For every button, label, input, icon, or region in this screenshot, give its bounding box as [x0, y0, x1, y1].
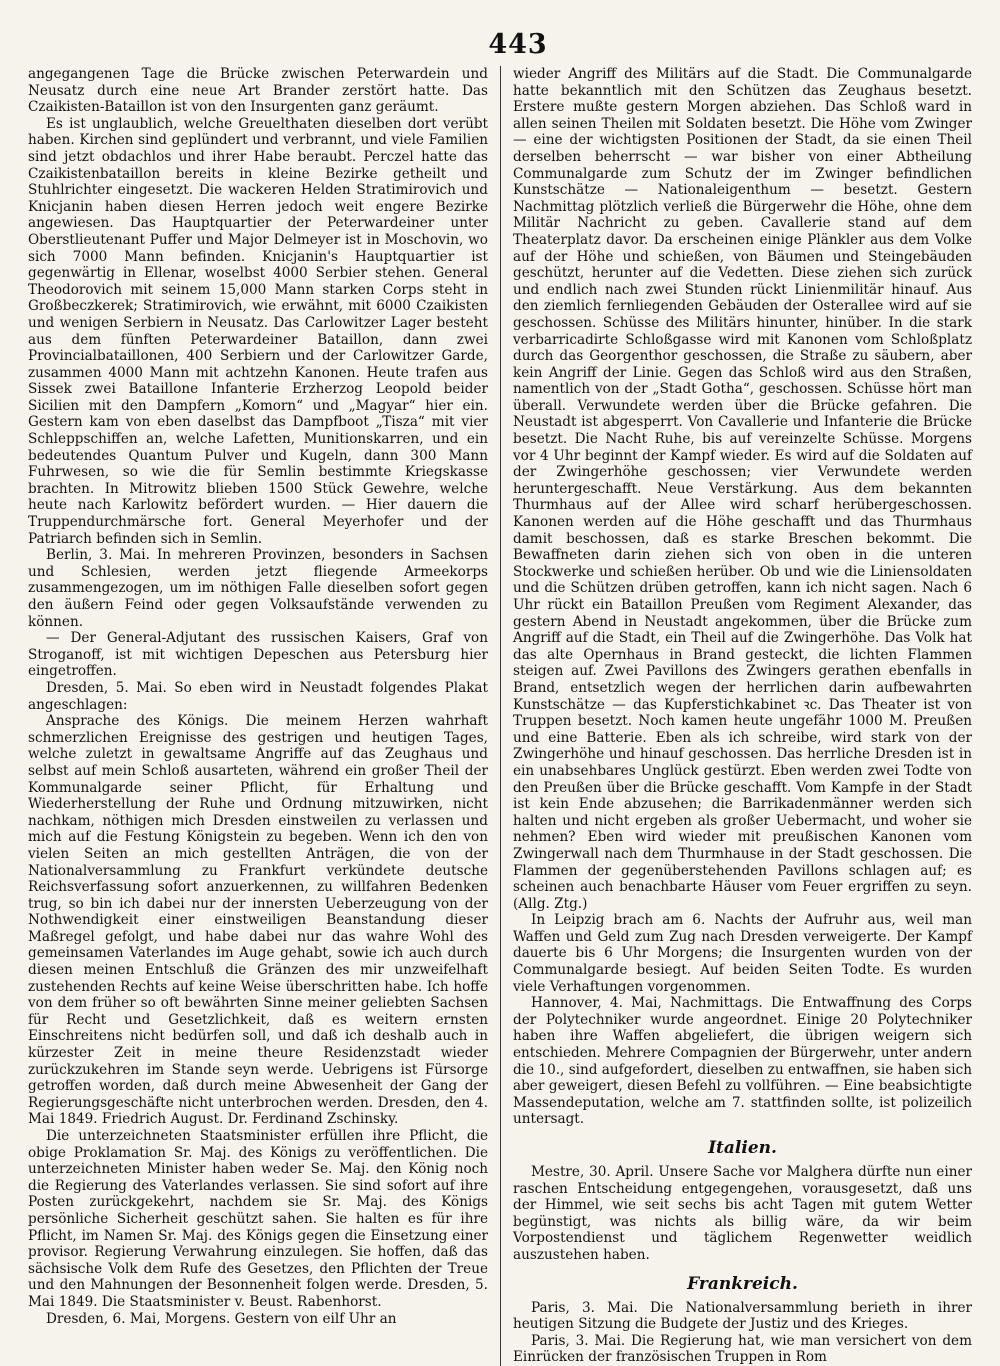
section-frankreich-body [513, 1300, 972, 1366]
section-heading-italien: Italien. [708, 1138, 777, 1158]
paragraph: Dresden, 5. Mai. So eben wird in Neustadt folgendes Plakat angeschlagen: [28, 679, 488, 713]
paragraph: wieder Angriff des Militärs auf die Stadt. Die Communalgarde hatte bekanntlich mit den Schützen das Zeughaus besetzt. Erstere mußte gestern Morgen abziehen. Das Schloß ward in allen seinen Theilen mit Soldaten besetzt. Die Höhe vom Zwinger — eine der wichtigsten Positionen der Stadt, da sie einen Theil derselben beherrscht — war bisher von einer Abtheilung Communalgarde zum Schutz der im Zwinger befindlichen Kunstschätze — Nationaleigenthum — besetzt. Gestern Nachmittag plötzlich verließ die Bürgerwehr die Höhe, ohne dem Militär Nachricht zu geben. Cavallerie stand auf dem Theaterplatz davor. Da erscheinen einige Plänkler aus dem Volke auf der Höhe und schießen, von Bäumen und Steingebäuden geschützt, herunter auf die Vedetten. Diese ziehen sich zurück und endlich nach zwei Stunden rückt Linienmilitär hinauf. Aus den ziemlich fernliegenden Gebäuden der Osterallee wird auf sie geschossen. Schüsse des Militärs hinunter, hinüber. In die stark verbarricadirte Schloßgasse wird mit Kanonen vom Schloßplatz durch das Georgenthor geschossen, die Straße zu säubern, aber kein Angriff der Linie. Gegen das Schloß wird aus den Straßen, namentlich von der „Stadt Gotha“, geschossen. Schüsse hört man überall. Verwundete werden über die Brücke gefahren. Die Neustadt ist abgesperrt. Von Cavallerie und Infanterie die Brücke besetzt. Die Nacht Ruhe, bis auf vereinzelte Schüsse. Morgens vor 4 Uhr beginnt der Kampf wieder. Es wird auf die Soldaten auf der Zwingerhöhe geschossen; vier Verwundete werden heruntergeschafft. Neue Verstärkung. Aus dem bekannten Thurmhaus auf der Allee wird scharf herübergeschossen. Kanonen werden auf die Höhe geschafft und das Thurmhaus damit beschossen, daß es starke Breschen bekommt. Die Bewaffneten darin ziehen sich von oben in die unteren Stockwerke und schießen herüber. Ob und wie die Liniensoldaten und die Schützen drüben getroffen, kann ich nicht sagen. Nach 6 Uhr rückt ein Bataillon Preußen vom Regiment Alexander, das gestern Abend in Neustadt angekommen, über die Brücke zum Angriff auf die Stadt, ein Theil auf die Zwingerhöhe. Das Volk hat das alte Opernhaus in Brand gesteckt, die lichten Flammen steigen auf. Zwei Pavillons des Zwingers gerathen ebenfalls in Brand, entsetzlich wegen der herrlichen darin aufbewahrten Kunstschätze — das Kupferstichkabinet ꝛc. Das Theater ist von Truppen besetzt. Noch kamen heute ungefähr 1000 M. Preußen und eine Batterie. Eben als ich schreibe, wird stark von der Zwingerhöhe und hinauf geschossen. Das herrliche Dresden ist in ein unabsehbares Unglück gestürzt. Eben werden zwei Todte von den Preußen über die Brücke geschafft. Vom Kampfe in der Stadt ist kein Ende abzusehen; die Barrikadenmänner werden sich halten und nicht ergeben als großer Uebermacht, und woher sie nehmen? Eben wird wieder mit preußischen Kanonen vom Zwingerwall nach dem Thurmhause in der Stadt geschossen. Die Flammen der gegenüberstehenden Pavillons schlagen auf; es scheinen auch benachbarte Häuser vom Feuer ergriffen zu seyn. (Allg. Ztg.) [513, 66, 972, 912]
paragraph: Hannover, 4. Mai, Nachmittags. Die Entwaffnung des Corps der Polytechniker wurde angeordnet. Einige 20 Polytechniker haben ihre Waffen abgeliefert, die übrigen weigern sich entschieden. Mehrere Compagnien der Bürgerwehr, unter andern die 10., sind aufgefordert, dieselben zu entwaffnen, sie haben sich aber geweigert, diesen Befehl zu vollführen. — Eine beabsichtigte Massendeputation, welche am 7. stattfinden sollte, ist polizeilich untersagt. [513, 995, 972, 1128]
paragraph: Paris, 3. Mai. Die Regierung hat, wie man versichert von dem Einrücken der französischen Truppen in Rom [513, 1332, 972, 1366]
paragraph: Berlin, 3. Mai. In mehreren Provinzen, besonders in Sachsen und Schlesien, werden jetzt fliegende Armeekorps zusammengezogen, um im nöthigen Falle dieselben sofort gegen den äußern Feind oder gegen Volksaufstände verwenden zu können. [28, 547, 488, 630]
columns [28, 66, 972, 1366]
page-number: 443 [488, 29, 548, 60]
section-heading-frankreich: Frankreich. [687, 1273, 798, 1294]
paragraph: Es ist unglaublich, welche Greuelthaten dieselben dort verübt haben. Kirchen sind geplündert und verbrannt, und viele Familien sind jetzt obdachlos und ihrer Habe beraubt. Perczel hatte das Czaikistenbataillon bereits in kleine Bezirke getheilt und Stuhlrichter eingesetzt. Die wackeren Helden Stratimirovich und Knicjanin haben diesen Herren jedoch weit engere Bezirke angewiesen. Das Hauptquartier der Peterwardeiner unter Oberstlieutenant Puffer und Major Delmeyer ist in Moschovin, wo sich 7000 Mann befinden. Knicjanin's Hauptquartier ist gegenwärtig in Ellenar, woselbst 4000 Serbier stehen. General Theodorovich mit seinem 15,000 Mann starken Corps steht in Großbeczkerek; Stratimirovich, wie erwähnt, mit 6000 Czaikisten und wenigen Serbiern in Neusatz. Das Carlowitzer Lager besteht aus dem fünften Peterwardeiner Bataillon, dann zwei Provincialbataillonen, 400 Serbiern und der Carlowitzer Garde, zusammen 4000 Mann mit achtzehn Kanonen. Heute trafen aus Sissek zwei Bataillone Infanterie Erzherzog Leopold beider Sicilien mit den Dampfern „Komorn“ und „Magyar“ hier ein. Gestern kam von eben daselbst das Dampfboot „Tisza“ mit vier Schleppschiffen an, welche Lafetten, Munitionskarren, und ein bedeutendes Quantum Pulver und Kugeln, dann 300 Mann Fuhrwesen, so wie die für Semlin bestimmte Kriegskasse brachten. In Mitrowitz blieben 1500 Stück Gewehre, welche heute nach Karlowitz befördert wurden. — Hier dauern die Truppendurchmärsche fort. General Meyerhofer und der Patriarch befinden sich in Semlin. [28, 115, 488, 547]
paragraph: In Leipzig brach am 6. Nachts der Aufruhr aus, weil man Waffen und Geld zum Zug nach Dresden verweigerte. Der Kampf dauerte bis 6 Uhr Morgens; die Insurgenten wurden von der Communalgarde besiegt. Auf beiden Seiten Todte. Es wurden viele Verhaftungen vorgenommen. [513, 912, 972, 995]
section-italien-body [513, 1164, 972, 1264]
paragraph: — Der General-Adjutant des russischen Kaisers, Graf von Stroganoff, ist mit wichtigen Depeschen aus Petersburg hier eingetroffen. [28, 630, 488, 680]
right-column-articles [513, 66, 972, 1128]
left-column [28, 66, 500, 1366]
right-column [500, 66, 972, 1366]
paragraph: Paris, 3. Mai. Die Nationalversammlung berieth in ihrer heutigen Sitzung die Budgete der Justiz und des Krieges. [513, 1299, 972, 1333]
paragraph: Die unterzeichneten Staatsminister erfüllen ihre Pflicht, die obige Proklamation Sr. Maj. des Königs zu veröffentlichen. Die unterzeichneten Minister haben weder Se. Maj. den König noch die Regierung des Vaterlandes verlassen. Sie sind sofort auf ihre Posten zurückgekehrt, nachdem sie Sr. Maj. des Königs persönliche Sicherheit geschützt sahen. Sie halten es für ihre Pflicht, im Namen Sr. Maj. des Königs gegen die Einsetzung einer provisor. Regierung Verwahrung einzulegen. Sie hoffen, daß das sächsische Volk dem Rufe des Gesetzes, den Pflichten der Treue und den Mahnungen der Besonnenheit folgen werde. Dresden, 5. Mai 1849. Die Staatsminister v. Beust. Rabenhorst. [28, 1128, 488, 1310]
paragraph: Ansprache des Königs. Die meinem Herzen wahrhaft schmerzlichen Ereignisse des gestrigen und heutigen Tages, welche zuletzt in gewaltsame Angriffe auf das Zeughaus und selbst auf mein Schloß ausarteten, während ein großer Theil der Kommunalgarde seiner Pflicht, für Erhaltung und Wiederherstellung der Ruhe und Ordnung mitzuwirken, nicht nachkam, nöthigen mich Dresden einstweilen zu verlassen und mich auf die Festung Königstein zu begeben. Wenn ich den von vielen Seiten an mich gestellten Anträgen, die von der Nationalversammlung zu Frankfurt verkündete deutsche Reichsverfassung sofort anzuerkennen, zu willfahren Bedenken trug, so bin ich dabei nur der innersten Ueberzeugung von der Nothwendigkeit einer einstweiligen Beanstandung dieser Maßregel gefolgt, und habe dabei nur das wahre Wohl des gemeinsamen Vaterlandes im Auge gehabt, sowie ich auch durch diesen meinen Entschluß die Gränzen des mir unzweifelhaft zustehenden Rechts auf keine Weise überschritten habe. Ich hoffe von dem früher so oft bewährten Sinne meiner geliebten Sachsen für Recht und Gesetzlichkeit, daß es weitern ernsten Einschreitens nicht bedürfen soll, und daß ich deshalb auch in kürzester Zeit in meine theure Residenzstadt wieder zurückzukehren im Stande seyn werde. Uebrigens ist Fürsorge getroffen worden, daß durch meine Abwesenheit der Gang der Regierungsgeschäfte nicht unterbrochen werden. Dresden, den 4. Mai 1849. Friedrich August. Dr. Ferdinand Zschinsky. [28, 713, 488, 1128]
paragraph: Dresden, 6. Mai, Morgens. Gestern von eilf Uhr an [46, 1310, 397, 1327]
paragraph: angegangenen Tage die Brücke zwischen Peterwardein und Neusatz durch eine neue Art Brander zerstört hatte. Das Czaikisten-Bataillon ist von den Insurgenten ganz geräumt. [28, 66, 488, 116]
paragraph: Mestre, 30. April. Unsere Sache vor Malghera dürfte nun einer raschen Entscheidung entgegengehen, vorausgesetzt, daß uns der Himmel, wie seit sechs bis acht Tagen mit gutem Wetter begünstigt, was nichts als billig wäre, da wir beim Vorpostendienst und täglichem Regenwetter weidlich auszustehen haben. [513, 1164, 972, 1263]
